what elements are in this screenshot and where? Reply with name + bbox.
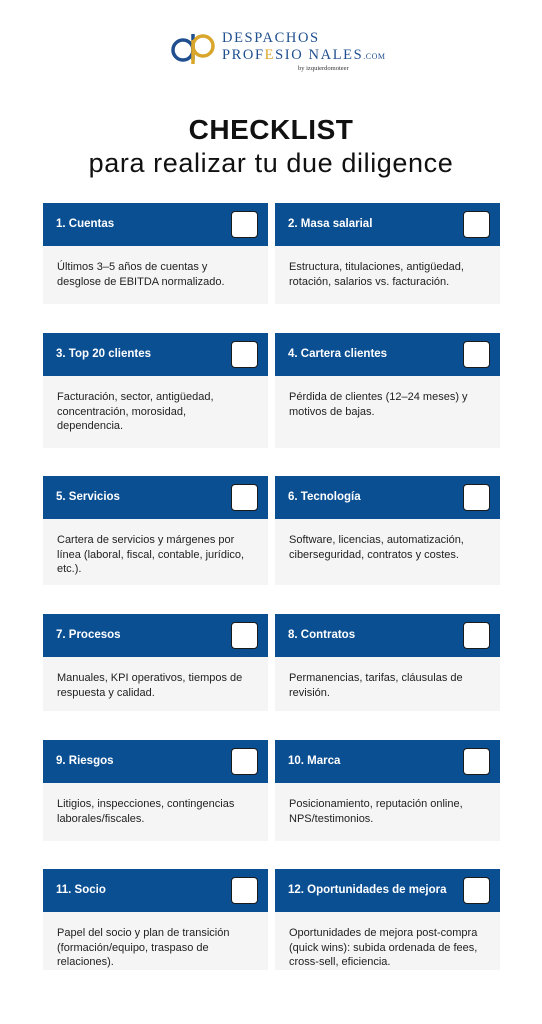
checklist-card <box>43 203 268 304</box>
card-header <box>275 203 500 246</box>
card-header <box>275 869 500 912</box>
card-title: 2. Masa salarial <box>288 218 373 230</box>
brand-logo <box>170 28 386 78</box>
card-description: Posicionamiento, reputación online, NPS/testimonios. <box>275 783 500 841</box>
checkbox[interactable] <box>231 211 258 238</box>
card-description: Permanencias, tarifas, cláusulas de revisión. <box>275 657 500 711</box>
card-title: 8. Contratos <box>288 629 356 641</box>
checkbox[interactable] <box>463 622 490 649</box>
checklist-card <box>275 740 500 841</box>
checkbox[interactable] <box>463 341 490 368</box>
checklist-card <box>43 869 268 970</box>
checklist-card <box>275 476 500 585</box>
card-description: Últimos 3–5 años de cuentas y desglose de EBITDA normalizado. <box>43 246 268 304</box>
card-header <box>43 869 268 912</box>
card-description: Software, licencias, automatización, ciberseguridad, contratos y costes. <box>275 519 500 585</box>
checkbox[interactable] <box>231 622 258 649</box>
logo-text-line1: DESPACHOS <box>222 30 320 46</box>
card-title: 3. Top 20 clientes <box>56 348 152 360</box>
checkbox[interactable] <box>463 211 490 238</box>
logo-byline: by izquierdomoteer <box>298 65 349 72</box>
card-header <box>275 476 500 519</box>
checklist-card <box>275 869 500 970</box>
card-header <box>275 614 500 657</box>
checkbox[interactable] <box>463 748 490 775</box>
card-description: Litigios, inspecciones, contingencias laborales/fiscales. <box>43 783 268 841</box>
checklist-card <box>275 333 500 448</box>
card-title: 6. Tecnología <box>288 491 361 503</box>
checkbox[interactable] <box>231 877 258 904</box>
card-title: 1. Cuentas <box>56 218 115 230</box>
checklist-card <box>43 333 268 448</box>
logo-text-line2: PROFESIO NALES.COM <box>222 47 386 63</box>
card-header <box>275 740 500 783</box>
card-title: 11. Socio <box>56 884 106 896</box>
card-header <box>43 333 268 376</box>
card-header <box>275 333 500 376</box>
card-title: 12. Oportunidades de mejora <box>288 884 447 896</box>
checkbox[interactable] <box>463 484 490 511</box>
checkbox[interactable] <box>231 484 258 511</box>
card-description: Papel del socio y plan de transición (formación/equipo, traspaso de relaciones). <box>43 912 268 970</box>
checkbox[interactable] <box>463 877 490 904</box>
card-description: Oportunidades de mejora post-compra (quick wins): subida ordenada de fees, cross-sell, eficiencia. <box>275 912 500 970</box>
checklist-card <box>43 476 268 585</box>
dp-logo-icon <box>170 30 216 66</box>
card-title: 5. Servicios <box>56 491 120 503</box>
checklist-card <box>275 203 500 304</box>
checkbox[interactable] <box>231 748 258 775</box>
card-description: Pérdida de clientes (12–24 meses) y motivos de bajas. <box>275 376 500 448</box>
page-subtitle: para realizar tu due diligence <box>88 148 454 178</box>
card-header <box>43 614 268 657</box>
card-title: 9. Riesgos <box>56 755 114 767</box>
card-description: Cartera de servicios y márgenes por línea (laboral, fiscal, contable, jurídico, etc.). <box>43 519 268 585</box>
page-title: CHECKLIST <box>188 114 354 145</box>
checklist-card <box>43 740 268 841</box>
card-title: 7. Procesos <box>56 629 121 641</box>
card-description: Estructura, titulaciones, antigüedad, rotación, salarios vs. facturación. <box>275 246 500 304</box>
card-title: 10. Marca <box>288 755 341 767</box>
card-description: Facturación, sector, antigüedad, concentración, morosidad, dependencia. <box>43 376 268 448</box>
card-title: 4. Cartera clientes <box>288 348 388 360</box>
card-description: Manuales, KPI operativos, tiempos de respuesta y calidad. <box>43 657 268 711</box>
card-header <box>43 476 268 519</box>
checklist-card <box>43 614 268 711</box>
checklist-card <box>275 614 500 711</box>
card-header <box>43 740 268 783</box>
card-header <box>43 203 268 246</box>
checkbox[interactable] <box>231 341 258 368</box>
